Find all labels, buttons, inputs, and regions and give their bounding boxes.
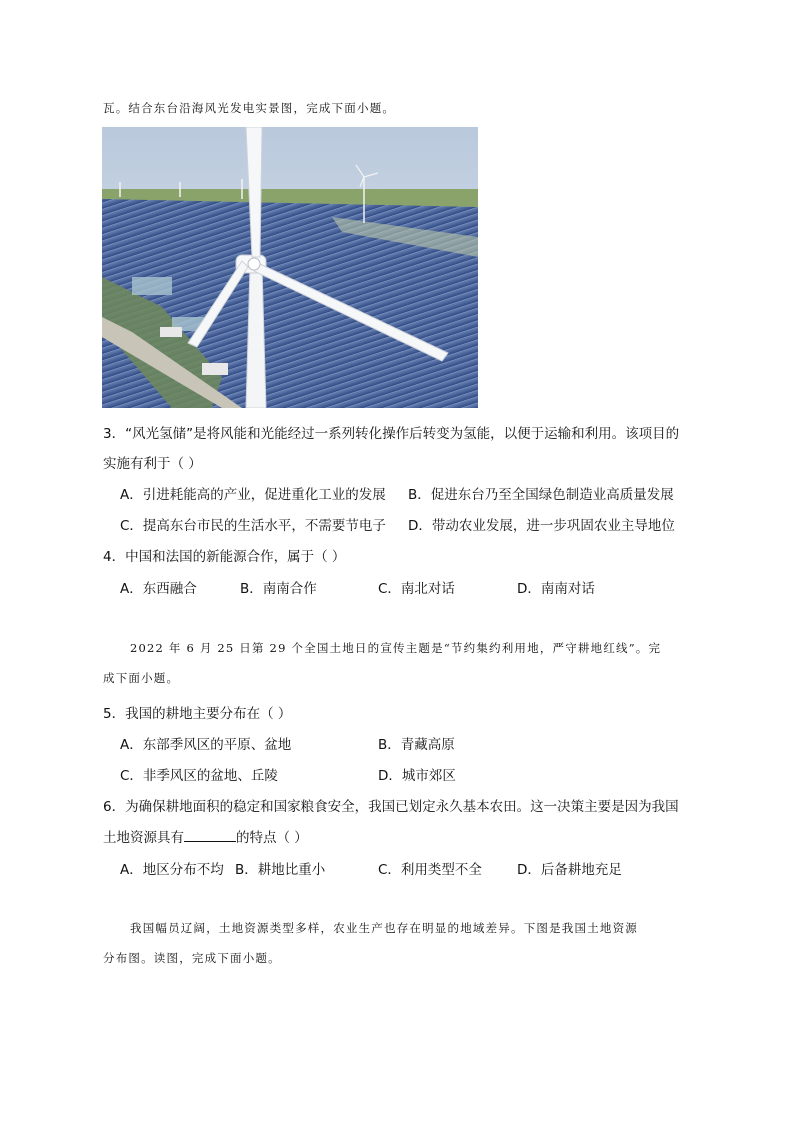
q6-option-c: C．利用类型不全	[378, 862, 482, 878]
q6-stem-line2-post: 的特点（ ）	[236, 830, 308, 846]
q3-option-d: D．带动农业发展，进一步巩固农业主导地位	[408, 518, 675, 534]
q3-stem-line2: 实施有利于（ ）	[103, 456, 202, 472]
q4-option-d: D．南南对话	[517, 581, 595, 597]
q6-option-a: A．地区分布不均	[120, 862, 224, 878]
q4-option-b: B．南南合作	[240, 581, 317, 597]
q6-fill-blank	[184, 840, 236, 842]
q5-option-a: A．东部季风区的平原、盆地	[120, 737, 292, 753]
q6-stem-line2	[103, 826, 308, 846]
intro-top-text: 瓦。结合东台沿海风光发电实景图，完成下面小题。	[103, 101, 396, 115]
intro-mid-line2: 成下面小题。	[103, 671, 180, 685]
q6-option-b: B．耕地比重小	[235, 862, 326, 878]
wind-solar-photo	[102, 127, 478, 408]
q5-option-b: B．青藏高原	[378, 737, 455, 753]
q4-option-a: A．东西融合	[120, 581, 197, 597]
q5-stem: 5．我国的耕地主要分布在（ ）	[103, 706, 292, 722]
q6-stem-line1: 6．为确保耕地面积的稳定和国家粮食安全，我国已划定永久基本农田。这一决策主要是因为我国	[103, 799, 679, 815]
q3-stem-line1: 3．“风光氢储”是将风能和光能经过一系列转化操作后转变为氢能，以便于运输和利用。该项目的	[103, 426, 680, 442]
q6-option-d: D．后备耕地充足	[517, 862, 622, 878]
q5-option-c: C．非季风区的盆地、丘陵	[120, 768, 278, 784]
intro-mid-line1: 2022 年 6 月 25 日第 29 个全国土地日的宣传主题是“节约集约利用地，严守耕地红线”。完	[130, 641, 662, 655]
q3-option-c: C．提高东台市民的生活水平，不需要节电子	[120, 518, 386, 534]
q3-option-b: B．促进东台乃至全国绿色制造业高质量发展	[408, 487, 674, 503]
q4-stem: 4．中国和法国的新能源合作，属于（ ）	[103, 549, 346, 565]
intro-bottom-line2: 分布图。读图，完成下面小题。	[103, 951, 281, 965]
q5-option-d: D．城市郊区	[378, 768, 456, 784]
q4-option-c: C．南北对话	[378, 581, 455, 597]
q6-stem-line2-pre: 土地资源具有	[103, 830, 184, 846]
q3-option-a: A．引进耗能高的产业，促进重化工业的发展	[120, 487, 386, 503]
intro-bottom-line1: 我国幅员辽阔，土地资源类型多样，农业生产也存在明显的地域差异。下图是我国土地资源	[130, 921, 638, 935]
